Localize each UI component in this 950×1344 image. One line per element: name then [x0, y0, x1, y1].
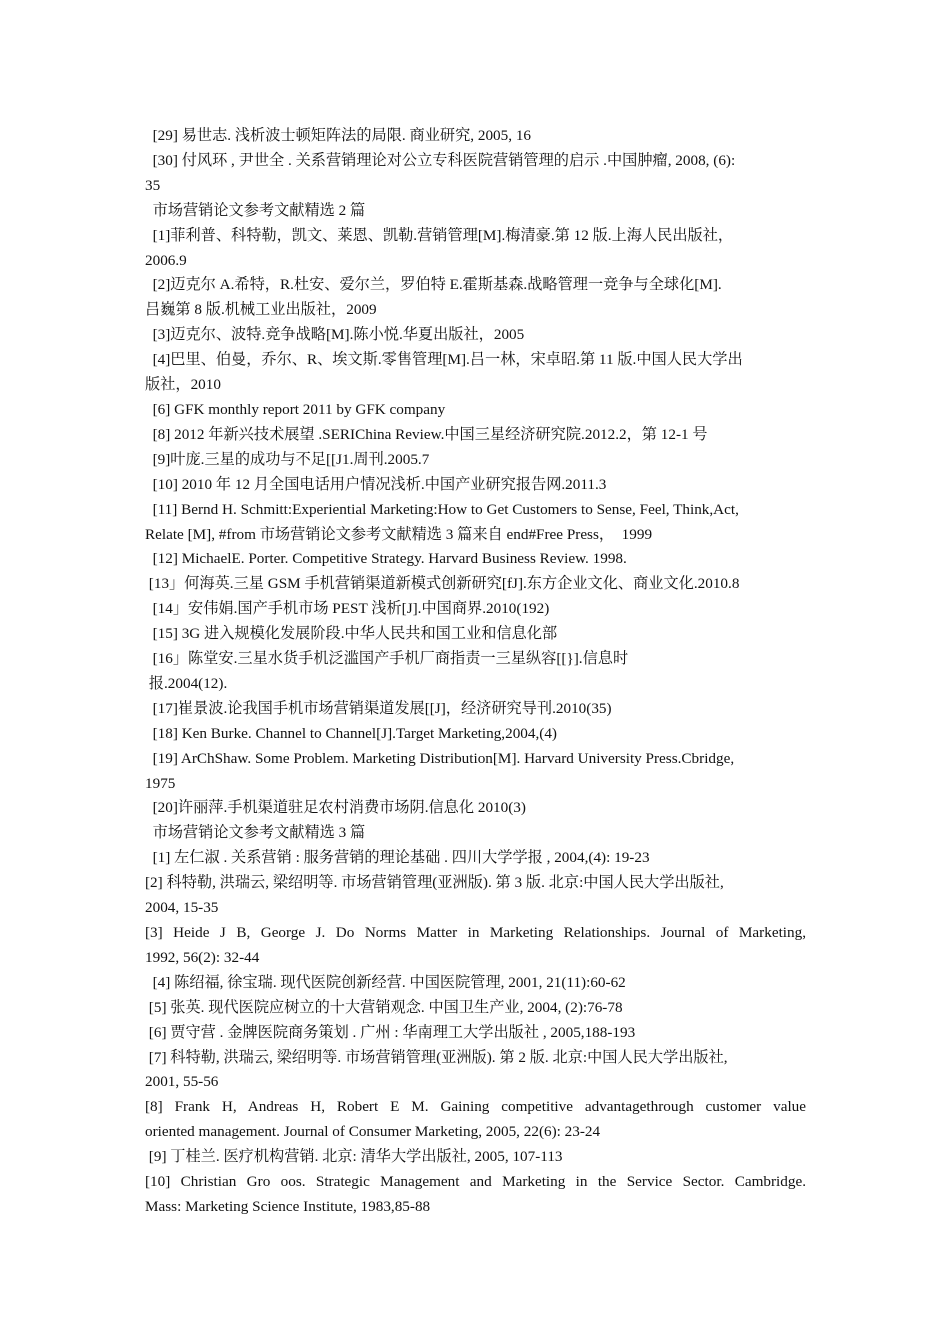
text-line: [3] Heide J B, George J. Do Norms Matter in Marketing Relationships. Journal of Marketing, — [145, 924, 806, 941]
text-line: [19] ArChShaw. Some Problem. Marketing Distribution[M]. Harvard University Press.Cbridge, — [145, 749, 735, 767]
text-line: [9] 丁桂兰. 医疗机构营销. 北京: 清华大学出版社, 2005, 107-113 — [145, 1148, 563, 1166]
reference-document — [145, 124, 806, 1220]
text-line: oriented management. Journal of Consumer Marketing, 2005, 22(6): 23-24 — [145, 1123, 601, 1141]
section-heading: 市场营销论文参考文献精选 2 篇 — [145, 201, 366, 219]
text-line: 报.2004(12). — [145, 674, 228, 692]
text-line: [14」安伟娟.国产手机市场 PEST 浅析[J].中国商界.2010(192) — [145, 600, 550, 618]
text-line: 2006.9 — [145, 251, 187, 269]
section-heading: 市场营销论文参考文献精选 3 篇 — [145, 824, 366, 842]
text-line: [12] MichaelE. Porter. Competitive Strategy. Harvard Business Review. 1998. — [145, 550, 627, 568]
text-line: [8] Frank H, Andreas H, Robert E M. Gaining competitive advantagethrough customer value — [145, 1098, 806, 1116]
text-line: [13」何海英.三星 GSM 手机营销渠道新模式创新研究[fJ].东方企业文化、商业文化.2010.8 — [145, 575, 740, 593]
text-line: 2001, 55-56 — [145, 1073, 219, 1091]
text-line: [2] 科特勒, 洪瑞云, 梁绍明等. 市场营销管理(亚洲版). 第 3 版. 北京:中国人民大学出版社, — [145, 874, 724, 892]
text-line: 2004, 15-35 — [145, 899, 219, 917]
text-line: [5] 张英. 现代医院应树立的十大营销观念. 中国卫生产业, 2004, (2):76-78 — [145, 998, 623, 1016]
text-line: [30] 付风环 , 尹世全 . 关系营销理论对公立专科医院营销管理的启示 .中国肿瘤, 2008, (6): — [145, 151, 736, 169]
text-line: [1] 左仁淑 . 关系营销 : 服务营销的理论基础 . 四川大学学报 , 2004,(4): 19-23 — [145, 849, 650, 867]
text-line: [11] Bernd H. Schmitt:Experiential Marketing:How to Get Customers to Sense, Feel, Think,Act, — [145, 500, 739, 518]
text-line: [8] 2012 年新兴技术展望 .SERIChina Review.中国三星经济研究院.2012.2，第 12-1 号 — [145, 425, 708, 443]
text-line: [20]许丽萍.手机渠道驻足农村消费市场阴.信息化 2010(3) — [145, 799, 526, 817]
text-line: [3]迈克尔、波特.竞争战略[M].陈小悦.华夏出版社，2005 — [145, 326, 525, 344]
text-line: 版社，2010 — [145, 376, 221, 394]
text-line: [10] Christian Gro oos. Strategic Management and Marketing in the Service Sector. Cambridge. — [145, 1173, 806, 1191]
text-line: [6] GFK monthly report 2011 by GFK company — [145, 400, 446, 418]
text-line: 1992, 56(2): 32-44 — [145, 948, 260, 966]
text-line: [18] Ken Burke. Channel to Channel[J].Target Marketing,2004,(4) — [145, 724, 557, 742]
text-line: [1]菲利普、科特勒，凯文、莱恩、凯勒.营销管理[M].梅清豪.第 12 版.上海人民出版社， — [145, 226, 734, 244]
text-line: Relate [M], #from 市场营销论文参考文献精选 3 篇来自 end#Free Press， 1999 — [145, 525, 653, 543]
text-line: [4] 陈绍福, 徐宝瑞. 现代医院创新经营. 中国医院管理, 2001, 21(11):60-62 — [145, 973, 626, 991]
text-line: [9]叶庞.三星的成功与不足[[J1.周刊.2005.7 — [145, 450, 430, 468]
text-line: [6] 贾守营 . 金牌医院商务策划 . 广州 : 华南理工大学出版社 , 2005,188-193 — [145, 1023, 636, 1041]
text-line: 1975 — [145, 774, 176, 792]
text-line: [7] 科特勒, 洪瑞云, 梁绍明等. 市场营销管理(亚洲版). 第 2 版. 北京:中国人民大学出版社, — [145, 1048, 728, 1066]
text-line: [10] 2010 年 12 月全国电话用户情况浅析.中国产业研究报告网.2011.3 — [145, 475, 607, 493]
text-line: 吕巍第 8 版.机械工业出版社，2009 — [145, 301, 377, 319]
text-line: [17]崔景波.论我国手机市场营销渠道发展[[J]，经济研究导刊.2010(35) — [145, 699, 612, 717]
text-line: 35 — [145, 176, 161, 194]
text-line: [16」陈堂安.三星水货手机泛滥国产手机厂商指责一三星纵容[[}].信息时 — [145, 650, 629, 668]
text-line: [15] 3G 进入规模化发展阶段.中华人民共和国工业和信息化部 — [145, 625, 558, 643]
text-line: Mass: Marketing Science Institute, 1983,85-88 — [145, 1197, 431, 1215]
text-line: [2]迈克尔 A.希特，R.杜安、爱尔兰，罗伯特 E.霍斯基森.战略管理一竞争与全球化[M]. — [145, 276, 722, 294]
text-line: [29] 易世志. 浅析波士顿矩阵法的局限. 商业研究, 2005, 16 — [145, 127, 532, 144]
text-line: [4]巴里、伯曼，乔尔、R、埃文斯.零售管理[M].吕一林，宋卓昭.第 11 版.中国人民大学出 — [145, 351, 743, 369]
